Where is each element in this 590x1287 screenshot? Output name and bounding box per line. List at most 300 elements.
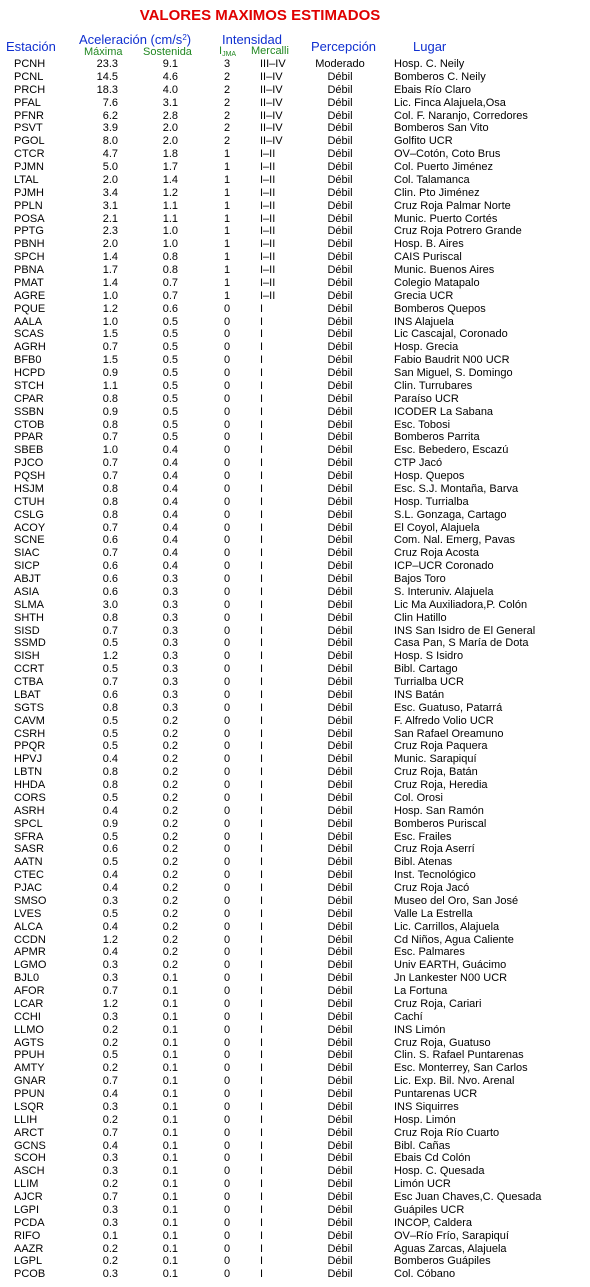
station-code: PPAR — [14, 431, 44, 444]
max-accel: 0.2 — [102, 1062, 118, 1075]
table-row — [0, 882, 590, 895]
jma-intensity: 0 — [223, 1203, 231, 1216]
max-accel: 0.7 — [102, 341, 118, 354]
location: Col. Puerto Jiménez — [394, 161, 494, 173]
perception: Débil — [327, 1229, 353, 1242]
perception: Débil — [327, 560, 353, 573]
max-accel: 18.3 — [96, 83, 118, 96]
table-row — [0, 290, 590, 303]
station-code: PPTG — [14, 225, 44, 238]
sustained-accel: 0.5 — [162, 405, 178, 418]
perception: Débil — [327, 907, 353, 920]
perception: Débil — [327, 1023, 353, 1036]
station-code: CORS — [14, 791, 46, 804]
perception: Débil — [327, 251, 353, 264]
sustained-accel: 0.3 — [162, 611, 178, 624]
mercalli-intensity: I — [260, 418, 264, 431]
location: Esc. Frailes — [394, 830, 452, 843]
table-row — [0, 1152, 590, 1165]
perception: Débil — [327, 1075, 353, 1088]
mercalli-intensity: I — [260, 869, 264, 882]
station-code: ALCA — [14, 920, 43, 933]
header-intensidad: Intensidad — [222, 32, 282, 47]
sustained-accel: 0.5 — [162, 431, 178, 444]
mercalli-intensity: I — [260, 1010, 264, 1023]
sustained-accel: 0.1 — [162, 1062, 178, 1075]
perception: Débil — [327, 238, 353, 251]
max-accel: 0.6 — [102, 560, 118, 573]
perception: Débil — [327, 354, 353, 367]
mercalli-intensity: I — [260, 495, 264, 508]
station-code: PJCO — [14, 457, 44, 470]
sustained-accel: 0.1 — [162, 1255, 178, 1268]
jma-intensity: 0 — [223, 598, 231, 611]
station-code: AFOR — [14, 985, 45, 997]
mercalli-intensity: I — [260, 1036, 264, 1049]
location: Clin. S. Rafael Puntarenas — [394, 1049, 524, 1062]
max-accel: 0.4 — [102, 804, 118, 817]
station-code: PPLN — [14, 199, 43, 212]
sustained-accel: 0.1 — [162, 1216, 178, 1229]
perception: Débil — [327, 624, 353, 637]
sustained-accel: 0.3 — [162, 598, 178, 611]
sustained-accel: 0.2 — [162, 779, 178, 791]
mercalli-intensity: I — [260, 585, 264, 598]
perception: Débil — [327, 856, 353, 869]
perception: Débil — [327, 585, 353, 598]
sustained-accel: 0.5 — [162, 354, 178, 367]
jma-intensity: 0 — [223, 701, 231, 714]
perception: Débil — [327, 122, 353, 135]
station-code: SMSO — [14, 894, 47, 907]
perception: Débil — [327, 83, 353, 96]
table-row — [0, 483, 590, 496]
sustained-accel: 0.1 — [162, 1075, 178, 1088]
station-code: ASCH — [14, 1165, 45, 1178]
station-code: PJAC — [14, 882, 43, 894]
station-code: AGRH — [14, 341, 46, 354]
sustained-accel: 0.2 — [162, 830, 178, 843]
mercalli-intensity: I — [260, 431, 264, 444]
jma-intensity: 0 — [223, 637, 231, 650]
jma-intensity: 0 — [223, 457, 231, 470]
location: Bibl. Cartago — [394, 663, 458, 676]
perception: Débil — [327, 1062, 353, 1075]
header-maxima: Máxima — [84, 46, 123, 58]
station-code: ABJT — [14, 573, 41, 585]
table-row — [0, 753, 590, 766]
sustained-accel: 0.4 — [162, 508, 178, 521]
sustained-accel: 0.1 — [162, 1023, 178, 1036]
perception: Débil — [327, 972, 353, 985]
location: CTP Jacó — [394, 457, 443, 470]
mercalli-intensity: I — [260, 830, 264, 843]
jma-intensity: 0 — [223, 714, 231, 727]
max-accel: 0.8 — [102, 611, 118, 624]
perception: Moderado — [315, 58, 365, 70]
jma-intensity: 0 — [223, 585, 231, 598]
jma-intensity: 1 — [223, 225, 231, 238]
perception: Débil — [327, 1191, 353, 1203]
max-accel: 0.8 — [102, 418, 118, 431]
jma-intensity: 0 — [223, 933, 231, 946]
station-code: ACOY — [14, 521, 46, 534]
station-code: LVES — [14, 907, 42, 920]
station-code: SASR — [14, 843, 44, 856]
location: Esc Juan Chaves,C. Quesada — [394, 1191, 542, 1203]
location: Cruz Roja Aserrí — [394, 843, 475, 856]
perception: Débil — [327, 701, 353, 714]
table-row — [0, 277, 590, 290]
perception: Débil — [327, 444, 353, 457]
mercalli-intensity: I — [260, 1229, 264, 1242]
mercalli-intensity: I — [260, 302, 264, 315]
max-accel: 0.4 — [102, 920, 118, 933]
station-code: SCOH — [14, 1152, 46, 1165]
sustained-accel: 0.2 — [162, 946, 178, 959]
perception: Débil — [327, 894, 353, 907]
jma-intensity: 0 — [223, 1191, 231, 1203]
perception: Débil — [327, 869, 353, 882]
table-row — [0, 689, 590, 702]
mercalli-intensity: I–II — [260, 289, 276, 302]
jma-intensity: 0 — [223, 1062, 231, 1075]
max-accel: 0.5 — [102, 856, 118, 869]
perception: Débil — [327, 96, 353, 109]
jma-intensity: 0 — [223, 817, 231, 830]
mercalli-intensity: I — [260, 534, 264, 547]
jma-intensity: 0 — [223, 856, 231, 869]
jma-intensity: 0 — [223, 1113, 231, 1126]
location: Cruz Roja Potrero Grande — [394, 225, 522, 238]
location: Colegio Matapalo — [394, 276, 480, 289]
table-row — [0, 637, 590, 650]
location: San Rafael Oreamuno — [394, 727, 504, 740]
location: Bomberos Parrita — [394, 431, 480, 444]
perception: Débil — [327, 341, 353, 354]
max-accel: 0.7 — [102, 521, 118, 534]
sustained-accel: 0.2 — [162, 907, 178, 920]
max-accel: 0.1 — [102, 1229, 118, 1242]
jma-intensity: 0 — [223, 920, 231, 933]
location: CAIS Puriscal — [394, 251, 462, 264]
mercalli-intensity: I — [260, 791, 264, 804]
sustained-accel: 0.3 — [162, 676, 178, 688]
sustained-accel: 0.4 — [162, 521, 178, 534]
sustained-accel: 0.1 — [162, 1152, 178, 1165]
jma-intensity: 0 — [223, 972, 231, 985]
station-code: SFRA — [14, 830, 44, 843]
sustained-accel: 0.6 — [162, 302, 178, 315]
perception: Débil — [327, 186, 353, 199]
table-row — [0, 1101, 590, 1114]
sustained-accel: 0.2 — [162, 843, 178, 856]
station-code: PSVT — [14, 122, 43, 135]
jma-intensity: 2 — [223, 109, 231, 122]
sustained-accel: 0.4 — [162, 457, 178, 470]
jma-intensity: 0 — [223, 830, 231, 843]
station-code: PQUE — [14, 302, 46, 315]
table-row — [0, 1217, 590, 1230]
header-ijma — [219, 45, 236, 58]
jma-intensity: 0 — [223, 791, 231, 804]
table-row — [0, 1127, 590, 1140]
max-accel: 0.5 — [102, 791, 118, 804]
sustained-accel: 0.1 — [162, 1229, 178, 1242]
location: Cruz Roja, Heredia — [394, 779, 488, 791]
max-accel: 2.3 — [102, 225, 118, 238]
max-accel: 0.4 — [102, 753, 118, 766]
jma-intensity: 0 — [223, 624, 231, 637]
table-row — [0, 1165, 590, 1178]
location: F. Alfredo Volio UCR — [394, 714, 494, 727]
max-accel: 0.3 — [102, 972, 118, 985]
table-row — [0, 1037, 590, 1050]
perception: Débil — [327, 959, 353, 972]
max-accel: 0.5 — [102, 663, 118, 676]
jma-intensity: 0 — [223, 1075, 231, 1088]
max-accel: 0.5 — [102, 637, 118, 650]
perception: Débil — [327, 161, 353, 173]
location: ICODER La Sabana — [394, 405, 494, 418]
station-code: SLMA — [14, 598, 44, 611]
perception: Débil — [327, 1242, 353, 1255]
station-code: SSMD — [14, 637, 46, 650]
table-row — [0, 406, 590, 419]
jma-intensity: 0 — [223, 482, 231, 495]
location: Puntarenas UCR — [394, 1088, 478, 1100]
location: Hosp. Quepos — [394, 470, 465, 482]
jma-intensity: 0 — [223, 997, 231, 1010]
station-code: PJMH — [14, 186, 44, 199]
max-accel: 2.0 — [102, 238, 118, 251]
station-code: PBNA — [14, 264, 44, 276]
mercalli-intensity: I — [260, 573, 264, 585]
location: Bajos Toro — [394, 573, 446, 585]
table-row — [0, 1011, 590, 1024]
max-accel: 0.2 — [102, 1242, 118, 1255]
mercalli-intensity: II–IV — [260, 109, 283, 122]
location: Clin Hatillo — [394, 611, 447, 624]
sustained-accel: 1.0 — [162, 225, 178, 238]
location: INS Alajuela — [394, 315, 454, 328]
sustained-accel: 0.1 — [162, 1203, 178, 1216]
max-accel: 3.1 — [102, 199, 118, 212]
location: Hosp. Turrialba — [394, 495, 469, 508]
max-accel: 0.3 — [102, 1203, 118, 1216]
location: Col. F. Naranjo, Corredores — [394, 109, 528, 122]
table-row — [0, 1191, 590, 1204]
max-accel: 3.9 — [102, 122, 118, 135]
sustained-accel: 0.1 — [162, 997, 178, 1010]
table-row — [0, 303, 590, 316]
jma-intensity: 0 — [223, 431, 231, 444]
location: Lic. Exp. Bil. Nvo. Arenal — [394, 1075, 515, 1088]
jma-intensity: 0 — [223, 1088, 231, 1100]
mercalli-intensity: I — [260, 392, 264, 405]
jma-intensity: 0 — [223, 753, 231, 766]
table-row — [0, 251, 590, 264]
max-accel: 0.3 — [102, 1152, 118, 1165]
table-row — [0, 1114, 590, 1127]
station-code: LTAL — [14, 173, 39, 186]
location: Turrialba UCR — [394, 676, 464, 688]
table-row — [0, 1204, 590, 1217]
mercalli-intensity: I — [260, 997, 264, 1010]
perception: Débil — [327, 418, 353, 431]
sustained-accel: 0.7 — [162, 289, 178, 302]
location: Lic. Finca Alajuela,Osa — [394, 96, 506, 109]
sustained-accel: 0.4 — [162, 470, 178, 482]
sustained-accel: 0.8 — [162, 251, 178, 264]
table-row — [0, 998, 590, 1011]
jma-intensity: 0 — [223, 650, 231, 663]
location: Cruz Roja Jacó — [394, 882, 470, 894]
sustained-accel: 0.1 — [162, 1100, 178, 1113]
mercalli-intensity: I — [260, 560, 264, 573]
table-row — [0, 419, 590, 432]
max-accel: 0.7 — [102, 470, 118, 482]
station-code: GCNS — [14, 1139, 46, 1152]
max-accel: 0.4 — [102, 882, 118, 894]
mercalli-intensity: I — [260, 959, 264, 972]
max-accel: 0.4 — [102, 1139, 118, 1152]
mercalli-intensity: I — [260, 779, 264, 791]
mercalli-intensity: I — [260, 1255, 264, 1268]
header-ijma-main: I — [219, 45, 223, 57]
table-row — [0, 213, 590, 226]
location: Fabio Baudrit N00 UCR — [394, 354, 510, 367]
mercalli-intensity: I–II — [260, 225, 276, 238]
table-row — [0, 599, 590, 612]
station-code: STCH — [14, 379, 44, 392]
max-accel: 23.3 — [96, 58, 118, 70]
mercalli-intensity: III–IV — [260, 58, 286, 70]
max-accel: 14.5 — [96, 70, 118, 83]
station-code: LGPI — [14, 1203, 40, 1216]
table-row — [0, 238, 590, 251]
perception: Débil — [327, 457, 353, 470]
mercalli-intensity: I — [260, 521, 264, 534]
station-code: SHTH — [14, 611, 44, 624]
perception: Débil — [327, 199, 353, 212]
mercalli-intensity: I — [260, 328, 264, 341]
jma-intensity: 0 — [223, 1152, 231, 1165]
table-row — [0, 1088, 590, 1101]
station-code: AJCR — [14, 1191, 43, 1203]
jma-intensity: 0 — [223, 663, 231, 676]
jma-intensity: 0 — [223, 444, 231, 457]
table-row — [0, 522, 590, 535]
jma-intensity: 1 — [223, 238, 231, 251]
jma-intensity: 0 — [223, 392, 231, 405]
sustained-accel: 1.2 — [162, 186, 178, 199]
mercalli-intensity: I–II — [260, 264, 276, 276]
mercalli-intensity: I — [260, 882, 264, 894]
header-ijma-sub: JMA — [222, 51, 237, 58]
mercalli-intensity: I — [260, 972, 264, 985]
sustained-accel: 0.5 — [162, 392, 178, 405]
perception: Débil — [327, 1010, 353, 1023]
table-row — [0, 1140, 590, 1153]
jma-intensity: 0 — [223, 882, 231, 894]
perception: Débil — [327, 714, 353, 727]
max-accel: 6.2 — [102, 109, 118, 122]
table-row — [0, 187, 590, 200]
table-row — [0, 148, 590, 161]
table-row — [0, 792, 590, 805]
perception: Débil — [327, 135, 353, 148]
jma-intensity: 0 — [223, 315, 231, 328]
sustained-accel: 0.2 — [162, 766, 178, 779]
max-accel: 0.5 — [102, 830, 118, 843]
jma-intensity: 0 — [223, 1126, 231, 1139]
station-code: CSRH — [14, 727, 46, 740]
station-code: SISH — [14, 650, 40, 663]
header-sostenida: Sostenida — [143, 46, 192, 58]
table-row — [0, 1024, 590, 1037]
max-accel: 1.1 — [102, 379, 118, 392]
perception: Débil — [327, 392, 353, 405]
mercalli-intensity: I — [260, 1049, 264, 1062]
mercalli-intensity: II–IV — [260, 83, 283, 96]
perception: Débil — [327, 882, 353, 894]
max-accel: 1.2 — [102, 997, 118, 1010]
table-row — [0, 264, 590, 277]
jma-intensity: 0 — [223, 894, 231, 907]
station-code: ASRH — [14, 804, 45, 817]
mercalli-intensity: I — [260, 676, 264, 688]
max-accel: 0.3 — [102, 1010, 118, 1023]
table-row — [0, 328, 590, 341]
max-accel: 0.9 — [102, 405, 118, 418]
location: OV–Cotón, Coto Brus — [394, 148, 501, 161]
perception: Débil — [327, 598, 353, 611]
max-accel: 0.8 — [102, 508, 118, 521]
location: Munic. Buenos Aires — [394, 264, 495, 276]
sustained-accel: 0.2 — [162, 856, 178, 869]
sustained-accel: 4.0 — [162, 83, 178, 96]
sustained-accel: 0.1 — [162, 1139, 178, 1152]
max-accel: 1.7 — [102, 264, 118, 276]
location: Cruz Roja Palmar Norte — [394, 199, 511, 212]
max-accel: 1.5 — [102, 354, 118, 367]
perception: Débil — [327, 1178, 353, 1191]
max-accel: 1.0 — [102, 444, 118, 457]
sustained-accel: 2.0 — [162, 135, 178, 148]
jma-intensity: 0 — [223, 1165, 231, 1178]
jma-intensity: 0 — [223, 508, 231, 521]
mercalli-intensity: I — [260, 946, 264, 959]
sustained-accel: 0.5 — [162, 379, 178, 392]
max-accel: 0.8 — [102, 482, 118, 495]
location: Lic Ma Auxiliadora,P. Colón — [394, 598, 528, 611]
location: Bomberos C. Neily — [394, 70, 486, 83]
jma-intensity: 0 — [223, 1100, 231, 1113]
max-accel: 0.8 — [102, 495, 118, 508]
jma-intensity: 0 — [223, 405, 231, 418]
location: S. Interuniv. Alajuela — [394, 585, 494, 598]
max-accel: 0.7 — [102, 676, 118, 688]
location: Cruz Roja, Guatuso — [394, 1036, 491, 1049]
jma-intensity: 0 — [223, 843, 231, 856]
sustained-accel: 0.2 — [162, 869, 178, 882]
mercalli-intensity: I — [260, 1062, 264, 1075]
max-accel: 0.2 — [102, 1178, 118, 1191]
station-code: CCDN — [14, 933, 46, 946]
location: Univ EARTH, Guácimo — [394, 959, 507, 972]
perception: Débil — [327, 1113, 353, 1126]
